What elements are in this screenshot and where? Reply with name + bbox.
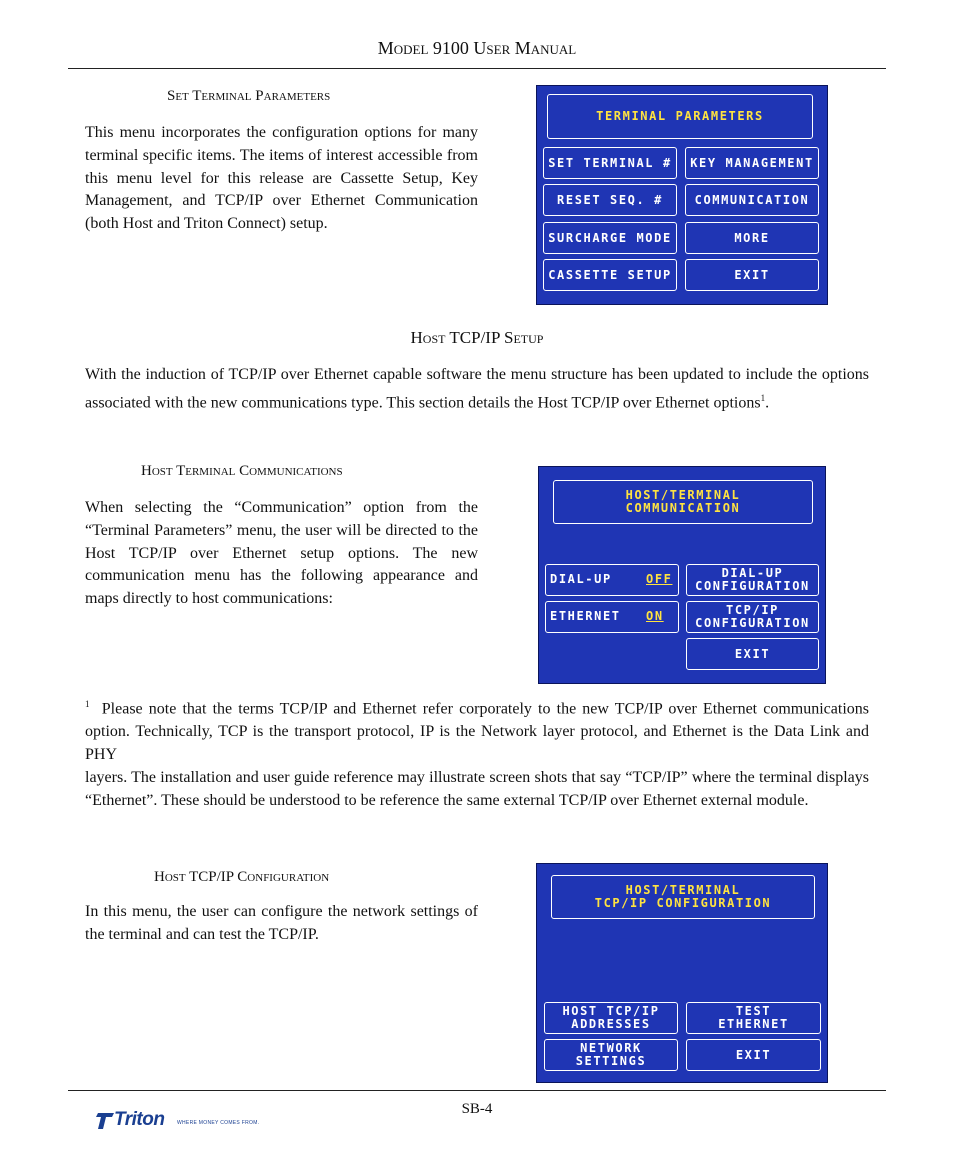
- section-heading-host-tcpip-configuration: Host TCP/IP Configuration: [154, 869, 330, 885]
- screen-title: HOST/TERMINAL TCP/IP CONFIGURATION: [551, 875, 815, 919]
- host-tcpip-setup-text: With the induction of TCP/IP over Ethernet capable software the menu structure has been updated to include the options associated with the new communications type. This section details the Host TCP/IP over Ethernet options: [85, 366, 869, 412]
- host-tcpip-addresses-button[interactable]: HOST TCP/IP ADDRESSES: [544, 1002, 678, 1034]
- exit-button[interactable]: EXIT: [686, 1039, 821, 1071]
- footnote-ref: 1: [760, 392, 766, 403]
- screen-title: TERMINAL PARAMETERS: [547, 94, 813, 139]
- triton-logo-icon: [94, 1111, 116, 1131]
- section-body-host-terminal-communications: When selecting the “Communication” option from the “Terminal Parameters” menu, the user will be directed to the Host TCP/IP over Ethernet setup options. The new communication menu has the following appearance and maps directly to host communications:: [85, 499, 478, 608]
- dial-up-label: DIAL-UP: [550, 572, 612, 586]
- exit-button[interactable]: EXIT: [685, 259, 819, 291]
- network-settings-button[interactable]: NETWORK SETTINGS: [544, 1039, 678, 1071]
- set-terminal-number-button[interactable]: SET TERMINAL #: [543, 147, 677, 179]
- section-body-host-tcpip-setup: [85, 364, 869, 415]
- section-heading-host-terminal-communications: Host Terminal Communications: [141, 463, 343, 479]
- terminal-parameters-screen: [536, 85, 828, 305]
- page-number: SB-4: [461, 1101, 493, 1117]
- footer-rule: [68, 1090, 886, 1091]
- exit-button[interactable]: EXIT: [686, 638, 819, 670]
- footnote-line1: [85, 693, 869, 767]
- page-header-title: Model 9100 User Manual: [377, 38, 577, 58]
- section-heading-host-tcpip-setup: Host TCP/IP Setup: [410, 328, 544, 347]
- section-body-host-tcpip-configuration: In this menu, the user can configure the network settings of the terminal and can test the TCP/IP.: [85, 903, 478, 943]
- cassette-setup-button[interactable]: CASSETTE SETUP: [543, 259, 677, 291]
- footnote-text1: Please note that the terms TCP/IP and Ethernet refer corporately to the new TCP/IP over Ethernet communications option. Technically, TCP is the transport protocol, IP is the Network layer protocol, and Ethernet is the Data Link and PHY: [85, 700, 870, 763]
- footnote: [85, 693, 869, 812]
- surcharge-mode-button[interactable]: SURCHARGE MODE: [543, 222, 677, 254]
- screen-title: HOST/TERMINAL COMMUNICATION: [553, 480, 813, 524]
- ethernet-toggle[interactable]: [545, 601, 679, 633]
- key-management-button[interactable]: KEY MANAGEMENT: [685, 147, 819, 179]
- test-ethernet-button[interactable]: TEST ETHERNET: [686, 1002, 821, 1034]
- section-body-set-terminal-parameters: This menu incorporates the configuration options for many terminal specific items. The items of interest accessible from this menu level for this release are Cassette Setup, Key Management, and TCP/IP over Ethernet Communication (both Host and Triton Connect) setup.: [85, 124, 478, 233]
- footnote-text2: layers. The installation and user guide reference may illustrate screen shots that say “TCP/IP” where the terminal displays “Ethernet”. These should be understood to be reference the same external TCP/IP over Ethernet external module.: [85, 768, 869, 809]
- header-rule: [68, 68, 886, 69]
- footnote-marker: 1: [85, 699, 90, 709]
- host-terminal-communication-screen: [538, 466, 826, 684]
- host-tcpip-configuration-screen: [536, 863, 828, 1083]
- triton-tagline: WHERE MONEY COMES FROM.: [177, 1120, 260, 1126]
- ethernet-label: ETHERNET: [550, 609, 621, 623]
- dial-up-value: OFF: [646, 572, 673, 586]
- reset-seq-button[interactable]: RESET SEQ. #: [543, 184, 677, 216]
- dial-up-toggle[interactable]: [545, 564, 679, 596]
- ethernet-value: ON: [646, 609, 664, 623]
- section-heading-set-terminal-parameters: Set Terminal Parameters: [167, 88, 331, 104]
- triton-logo-text: Triton: [114, 1109, 165, 1130]
- more-button[interactable]: MORE: [685, 222, 819, 254]
- body-end: .: [765, 394, 770, 412]
- tcpip-configuration-button[interactable]: TCP/IP CONFIGURATION: [686, 601, 819, 633]
- dial-up-configuration-button[interactable]: DIAL-UP CONFIGURATION: [686, 564, 819, 596]
- triton-logo: [94, 1109, 264, 1133]
- communication-button[interactable]: COMMUNICATION: [685, 184, 819, 216]
